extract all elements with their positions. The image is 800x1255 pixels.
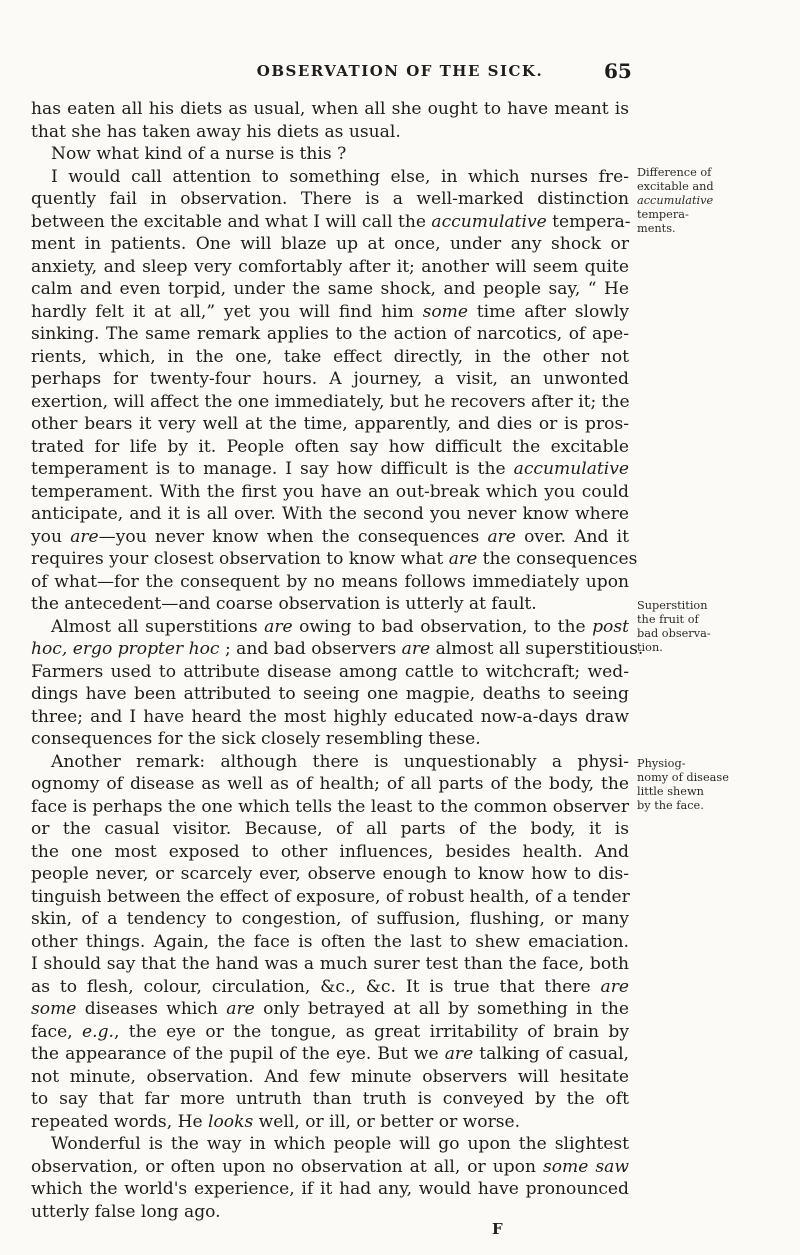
margin-note-line: tion. [637,641,663,654]
text-line: consequences for the sick closely resembling these. [31,729,481,749]
text-line: not minute, observation. And few minute observers will hesitate [31,1066,629,1087]
margin-note-line: by the face. [637,799,704,812]
margin-note-line: nomy of disease [637,771,729,784]
margin-note-line: excitable and [637,180,714,193]
text-line: to say that far more untruth than truth is conveyed by the oft [31,1089,629,1109]
text-line: anxiety, and sleep very comfortably after it; another will seem quite [31,256,629,277]
margin-note-line: Physiog- [637,757,686,770]
text-line: Now what kind of a nurse is this ? [51,144,347,164]
margin-note-line: Superstition [637,599,708,612]
text-line: three; and I have heard the most highly educated now-a-days draw [31,706,629,727]
text-line: requires your closest observation to know what are the consequences [31,549,638,569]
text-line: temperament. With the first you have an out-break which you could [31,481,629,502]
text-line: the antecedent—and coarse observation is utterly at fault. [31,594,537,614]
text-line: you are—you never know when the consequences are over. And it [31,526,629,547]
margin-note-line: ments. [637,222,676,235]
text-line: I should say that the hand was a much surer test than the face, both [31,954,629,974]
margin-note-line: the fruit of [637,613,699,626]
margin-note-line: tempera- [637,208,689,221]
text-line: which the world's experience, if it had any, would have pronounced [31,1179,629,1199]
text-line: dings have been attributed to seeing one magpie, deaths to seeing [31,684,629,704]
margin-note-line: accumulative [637,194,714,207]
text-line: temperament is to manage. I say how difficult is the accumulative [31,459,629,479]
text-line: the one most exposed to other influences, besides health. And [31,841,629,862]
text-line: hoc, ergo propter hoc ; and bad observers are almost all superstitious. [31,639,644,659]
signature-mark: F [492,1220,503,1238]
margin-note-line: Difference of [637,166,712,179]
text-line: rients, which, in the one, take effect directly, in the other not [31,346,629,367]
running-title: OBSERVATION OF THE SICK. [256,62,544,80]
margin-note-line: bad observa- [637,627,711,640]
text-line: I would call attention to something else, in which nurses fre- [51,166,629,187]
text-line: ment in patients. One will blaze up at once, under any shock or [31,234,629,254]
text-line: face, e.g., the eye or the tongue, as great irritability of brain by [31,1021,629,1042]
text-line: skin, of a tendency to congestion, of suffusion, flushing, or many [31,909,629,929]
text-line: ognomy of disease as well as of health; of all parts of the body, the [31,774,629,794]
text-line: quently fail in observation. There is a well-marked distinction [31,189,629,209]
margin-note-physiognomy [637,757,799,813]
text-line: face is perhaps the one which tells the least to the common observer [31,796,629,817]
text-line: Farmers used to attribute disease among cattle to witchcraft; wed- [31,661,629,682]
text-line: repeated words, He looks well, or ill, or better or worse. [31,1111,521,1132]
page-number: 65 [604,59,632,83]
text-line: as to flesh, colour, circulation, &c., &c. It is true that there are [31,976,629,997]
text-line: tinguish between the effect of exposure, of robust health, of a tender [31,886,630,907]
text-line: observation, or often upon no observation at all, or upon some saw [31,1156,629,1177]
text-line: some diseases which are only betrayed at all by something in the [31,999,629,1019]
text-line: trated for life by it. People often say how difficult the excitable [31,436,629,457]
text-line: other things. Again, the face is often the last to shew emaciation. [31,931,629,952]
text-line: Another remark: although there is unquestionably a physi- [51,751,629,772]
text-line: the appearance of the pupil of the eye. But we are talking of casual, [31,1044,629,1064]
text-line: Wonderful is the way in which people will go upon the slightest [51,1134,629,1154]
text-line: sinking. The same remark applies to the action of narcotics, of ape- [31,324,629,344]
text-line: exertion, will affect the one immediately, but he recovers after it; the [31,391,630,412]
text-line: Almost all superstitions are owing to bad observation, to the post [51,616,629,637]
text-line: utterly false long ago. [31,1201,221,1222]
margin-note-line: little shewn [637,785,704,798]
margin-note-excitable [637,166,799,236]
page-header [0,59,800,86]
text-line: has eaten all his diets as usual, when all she ought to have meant is [31,99,629,119]
text-line: of what—for the consequent by no means follows immediately upon [31,571,629,592]
text-line: or the casual visitor. Because, of all parts of the body, it is [31,819,629,839]
margin-note-superstition [637,599,799,655]
text-line: hardly felt it at all,” yet you will find him some time after slowly [31,301,629,322]
text-line: people never, or scarcely ever, observe enough to know how to dis- [31,864,629,884]
text-line: calm and even torpid, under the same shock, and people say, “ He [31,279,629,299]
text-line: other bears it very well at the time, apparently, and dies or is pros- [31,414,629,434]
text-line: that she has taken away his diets as usual. [31,121,401,142]
text-line: between the excitable and what I will call the accumulative tempera- [31,211,631,232]
text-line: perhaps for twenty-four hours. A journey, a visit, an unwonted [31,369,629,389]
text-line: anticipate, and it is all over. With the second you never know where [31,504,629,524]
body-text [31,98,644,1223]
